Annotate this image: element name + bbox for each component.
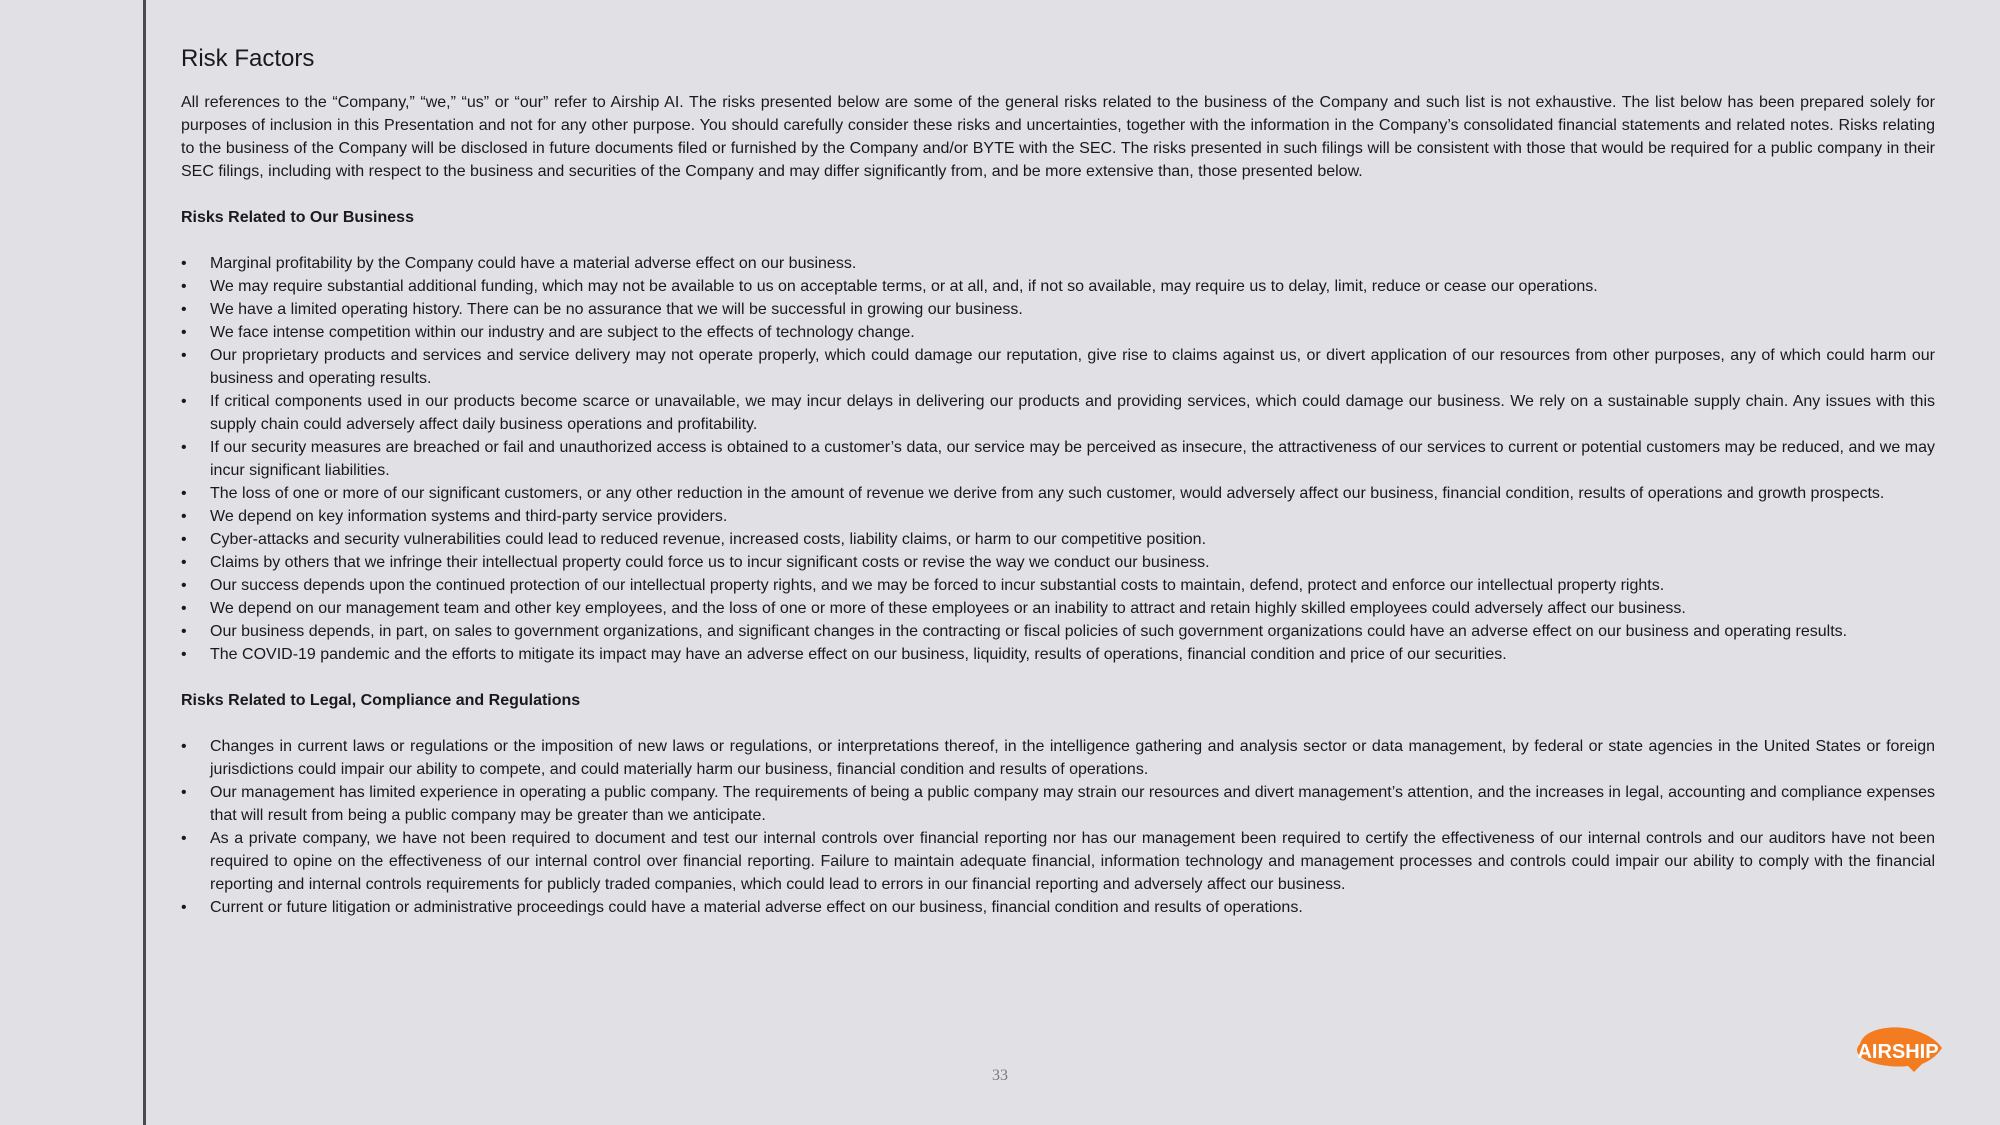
left-divider-line [143,0,146,1125]
bullet-text: We depend on our management team and other key employees, and the loss of one or more of these employees or an inability to attract and retain highly skilled employees could adversely affect our business. [210,600,1686,617]
risk-bullet-item [181,551,1935,574]
airship-logo [1850,1024,1945,1074]
risk-bullet-item [181,574,1935,597]
bullet-text: Cyber-attacks and security vulnerabilities could lead to reduced revenue, increased costs, liability claims, or harm to our competitive position. [210,531,1207,548]
bullet-text: We depend on key information systems and third-party service providers. [210,508,728,525]
bullet-text: As a private company, we have not been required to document and test our internal controls over financial reporting nor has our management been required to certify the effectiveness of our internal controls and our auditors have not been required to opine on the effectiveness of our internal control over financial reporting. Failure to maintain adequate financial, information technology and management processes and controls could impair our ability to comply with the financial reporting and internal controls requirements for publicly traded companies, which could lead to errors in our financial reporting and adversely affect our business. [210,830,1935,893]
risk-bullet-item [181,482,1935,505]
bullet-text: We have a limited operating history. There can be no assurance that we will be successful in growing our business. [210,301,1023,318]
risk-bullet-item [181,252,1935,275]
bullet-marker: • [181,554,187,571]
risk-bullet-item [181,298,1935,321]
risk-bullet-item [181,528,1935,551]
bullet-text: Our success depends upon the continued protection of our intellectual property rights, and we may be forced to incur substantial costs to maintain, defend, protect and enforce our intellectual property rights. [210,577,1665,594]
risk-bullet-item [181,735,1935,781]
risk-bullet-item [181,505,1935,528]
risk-bullet-item [181,344,1935,390]
risk-bullet-item [181,597,1935,620]
bullet-marker: • [181,324,187,341]
bullet-text: The COVID-19 pandemic and the efforts to mitigate its impact may have an adverse effect on our business, liquidity, results of operations, financial condition and price of our securities. [210,646,1507,663]
risk-bullet-item [181,827,1935,896]
bullet-text: If our security measures are breached or fail and unauthorized access is obtained to a customer’s data, our service may be perceived as insecure, the attractiveness of our services to current or potential customers may be reduced, and we may incur significant liabilities. [210,439,1935,479]
legal-risk-list [181,735,1935,919]
logo-wordmark: AIRSHIP [1857,1041,1939,1063]
bullet-marker: • [181,439,187,456]
page-title: Risk Factors [181,45,315,72]
bullet-text: Marginal profitability by the Company could have a material adverse effect on our business. [210,255,857,272]
bullet-text: Claims by others that we infringe their intellectual property could force us to incur significant costs or revise the way we conduct our business. [210,554,1210,571]
risk-bullet-item [181,643,1935,666]
bullet-marker: • [181,393,187,410]
intro-paragraph: All references to the “Company,” “we,” “us” or “our” refer to Airship AI. The risks presented below are some of the general risks related to the business of the Company and such list is not exhaustive. The list below has been prepared solely for purposes of inclusion in this Presentation and not for any other purpose. You should carefully consider these risks and uncertainties, together with the information in the Company’s consolidated financial statements and related notes. Risks relating to the business of the Company will be disclosed in future documents filed or furnished by the Company and/or BYTE with the SEC. The risks presented in such filings will be consistent with those that would be required for a public company in their SEC filings, including with respect to the business and securities of the Company and may differ significantly from, and be more extensive than, those presented below. [181,94,1935,180]
bullet-text: If critical components used in our products become scarce or unavailable, we may incur delays in delivering our products and providing services, which could damage our business. We rely on a sustainable supply chain. Any issues with this supply chain could adversely affect daily business operations and profitability. [210,393,1935,433]
bullet-marker: • [181,600,187,617]
bullet-marker: • [181,347,187,364]
bullet-text: Our business depends, in part, on sales to government organizations, and significant changes in the contracting or fiscal policies of such government organizations could have an adverse effect on our business and operating results. [210,623,1848,640]
section-heading-legal: Risks Related to Legal, Compliance and Regulations [181,692,581,709]
risk-bullet-item [181,321,1935,344]
bullet-marker: • [181,508,187,525]
slide-content [181,42,1935,919]
bullet-marker: • [181,531,187,548]
bullet-marker: • [181,278,187,295]
risk-bullet-item [181,896,1935,919]
page-number: 33 [992,1067,1008,1084]
bullet-text: Our proprietary products and services and service delivery may not operate properly, which could damage our reputation, give rise to claims against us, or divert application of our resources from other purposes, any of which could harm our business and operating results. [210,347,1935,387]
bullet-text: Our management has limited experience in operating a public company. The requirements of being a public company may strain our resources and divert management’s attention, and the increases in legal, accounting and compliance expenses that will result from being a public company may be greater than we anticipate. [210,784,1935,824]
risk-bullet-item [181,275,1935,298]
bullet-marker: • [181,784,187,801]
bullet-marker: • [181,899,187,916]
business-risk-list [181,252,1935,666]
bullet-marker: • [181,485,187,502]
bullet-text: Current or future litigation or administrative proceedings could have a material adverse effect on our business, financial condition and results of operations. [210,899,1303,916]
bullet-marker: • [181,623,187,640]
section-heading-business: Risks Related to Our Business [181,209,414,226]
risk-bullet-item [181,436,1935,482]
bullet-marker: • [181,301,187,318]
bullet-marker: • [181,646,187,663]
bullet-text: We face intense competition within our industry and are subject to the effects of technology change. [210,324,915,341]
bullet-text: Changes in current laws or regulations or the imposition of new laws or regulations, or interpretations thereof, in the intelligence gathering and analysis sector or data management, by federal or state agencies in the United States or foreign jurisdictions could impair our ability to compete, and could materially harm our business, financial condition and results of operations. [210,738,1935,778]
bullet-marker: • [181,738,187,755]
bullet-marker: • [181,830,187,847]
bullet-text: The loss of one or more of our significant customers, or any other reduction in the amount of revenue we derive from any such customer, would adversely affect our business, financial condition, results of operations and growth prospects. [210,485,1885,502]
bullet-marker: • [181,577,187,594]
bullet-text: We may require substantial additional funding, which may not be available to us on acceptable terms, or at all, and, if not so available, may require us to delay, limit, reduce or cease our operations. [210,278,1598,295]
risk-bullet-item [181,390,1935,436]
risk-bullet-item [181,620,1935,643]
risk-bullet-item [181,781,1935,827]
bullet-marker: • [181,255,187,272]
